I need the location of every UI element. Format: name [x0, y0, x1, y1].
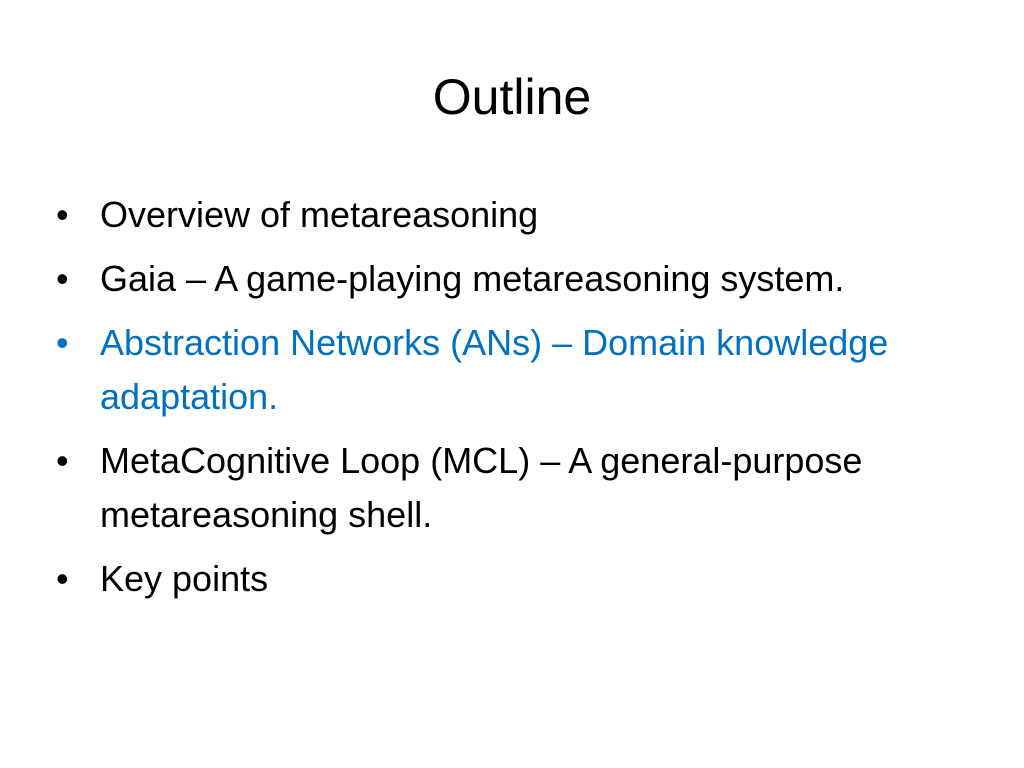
- bullet-item-key-points: [56, 552, 976, 606]
- bullet-dot-icon: •: [56, 440, 69, 481]
- bullet-dot-icon: •: [56, 322, 69, 363]
- bullet-dot-icon: •: [56, 558, 69, 599]
- bullet-item-overview: [56, 188, 976, 242]
- bullet-item-mcl: [56, 434, 976, 542]
- bullet-item-abstraction-networks: [56, 316, 976, 424]
- bullet-dot-icon: •: [56, 258, 69, 299]
- slide-title: Outline: [432, 69, 592, 125]
- bullet-text: Abstraction Networks (ANs) – Domain knowledge adaptation.: [100, 322, 889, 417]
- bullet-text: MetaCognitive Loop (MCL) – A general-purpose metareasoning shell.: [100, 440, 863, 535]
- bullet-dot-icon: •: [56, 194, 69, 235]
- bullet-text: Gaia – A game-playing metareasoning system.: [100, 258, 845, 299]
- bullet-item-gaia: [56, 252, 976, 306]
- bullet-text: Overview of metareasoning: [100, 194, 539, 235]
- bullet-text: Key points: [100, 558, 269, 599]
- bullet-list: [56, 188, 976, 616]
